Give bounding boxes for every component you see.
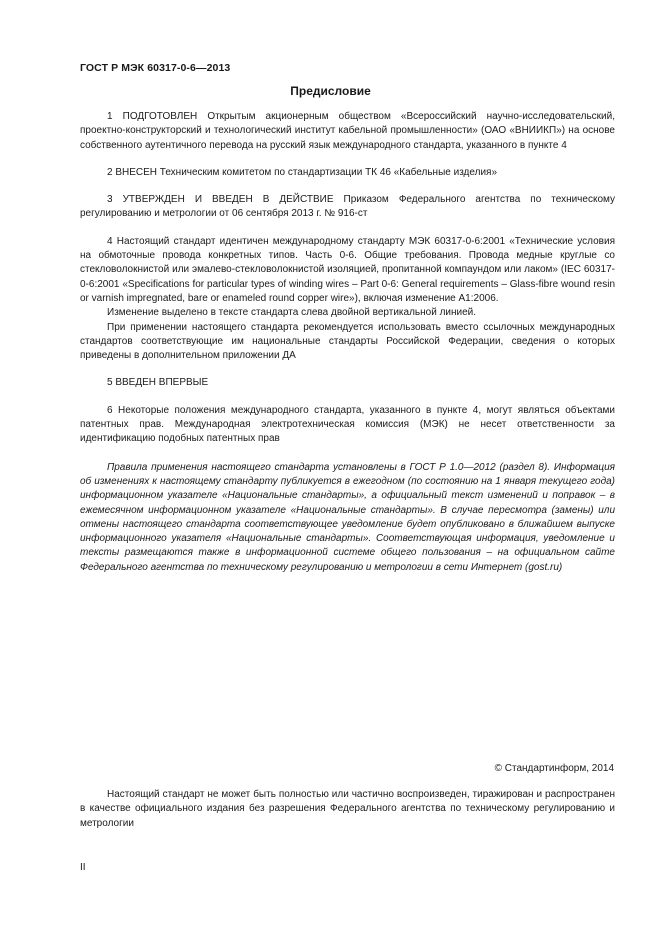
copyright-line: © Стандартинформ, 2014 [494, 763, 614, 774]
paragraph-2: 2 ВНЕСЕН Техническим комитетом по стандартизации ТК 46 «Кабельные изделия» [107, 166, 498, 178]
application-rules-notice: Правила применения настоящего стандарта установлены в ГОСТ Р 1.0—2012 (раздел 8). Информация об изменениях к настоящему стандарту публикуется в ежегодном (по состоянию на 1 января текущего года) информационном указателе «Национальные стандарты», а официальный текст изменений и поправок – в ежемесячном информационном указателе «Национальные стандарты». В случае пересмотра (замены) или отмены настоящего стандарта соответствующее уведомление будет опубликовано в ближайшем выпуске информационного указателя «Национальные стандарты». Соответствующая информация, уведомление и тексты размещаются также в информационной системе общего пользования – на официальном сайте Федерального агентства по техническому регулированию и метрологии в сети Интернет (gost.ru) [80, 461, 615, 573]
reproduction-notice: Настоящий стандарт не может быть полностью или частично воспроизведен, тиражирован и распространен в качестве официального издания без разрешения Федерального агентства по техническому регулированию и метрологии [80, 789, 615, 829]
page-number: II [80, 862, 86, 873]
foreword-body [80, 110, 615, 575]
paragraph-4-references-note: При применении настоящего стандарта рекомендуется использовать вместо ссылочных международных стандартов соответствующие им национальные стандарты Российской Федерации, сведения о которых приведены в дополнительном приложении ДА [80, 321, 615, 362]
paragraph-4: 4 Настоящий стандарт идентичен международному стандарту МЭК 60317-0-6:2001 «Технические условия на обмоточные провода конкретных типов. Часть 0-6. Общие требования. Провода медные круглые со стекловолокнистой или эмалево-стекловолокнистой изоляцией, пропитанной компаундом или лаком» (IEC 60317-0-6:2001 «Specifications for particular types of winding wires – Part 0-6: General requirements – Glass-fibre wound resin or varnish impregnated, bare or enameled round copper wire»), включая изменение А1:2006. [80, 235, 615, 304]
paragraph-5: 5 ВВЕДЕН ВПЕРВЫЕ [107, 377, 209, 389]
paragraph-1: 1 ПОДГОТОВЛЕН Открытым акционерным обществом «Всероссийский научно-исследовательский, проектно-конструкторский и технологический институт кабельной промышленности» (ОАО «ВНИИКП») на основе собственного аутентичного перевода на русский язык международного стандарта, указанного в пункте 4 [80, 111, 615, 151]
page-title: Предисловие [290, 84, 371, 98]
standard-code-header: ГОСТ Р МЭК 60317-0-6—2013 [80, 62, 231, 74]
paragraph-6: 6 Некоторые положения международного стандарта, указанного в пункте 4, могут являться объектами патентных прав. Международная электротехническая комиссия (МЭК) не несет ответственности за идентификацию подобных патентных прав [80, 404, 615, 445]
paragraph-4-change-note: Изменение выделено в тексте стандарта слева двойной вертикальной линией. [107, 307, 477, 319]
paragraph-3: 3 УТВЕРЖДЕН И ВВЕДЕН В ДЕЙСТВИЕ Приказом Федерального агентства по техническому регулированию и метрологии от 06 сентября 2013 г. № 916-ст [80, 194, 615, 220]
